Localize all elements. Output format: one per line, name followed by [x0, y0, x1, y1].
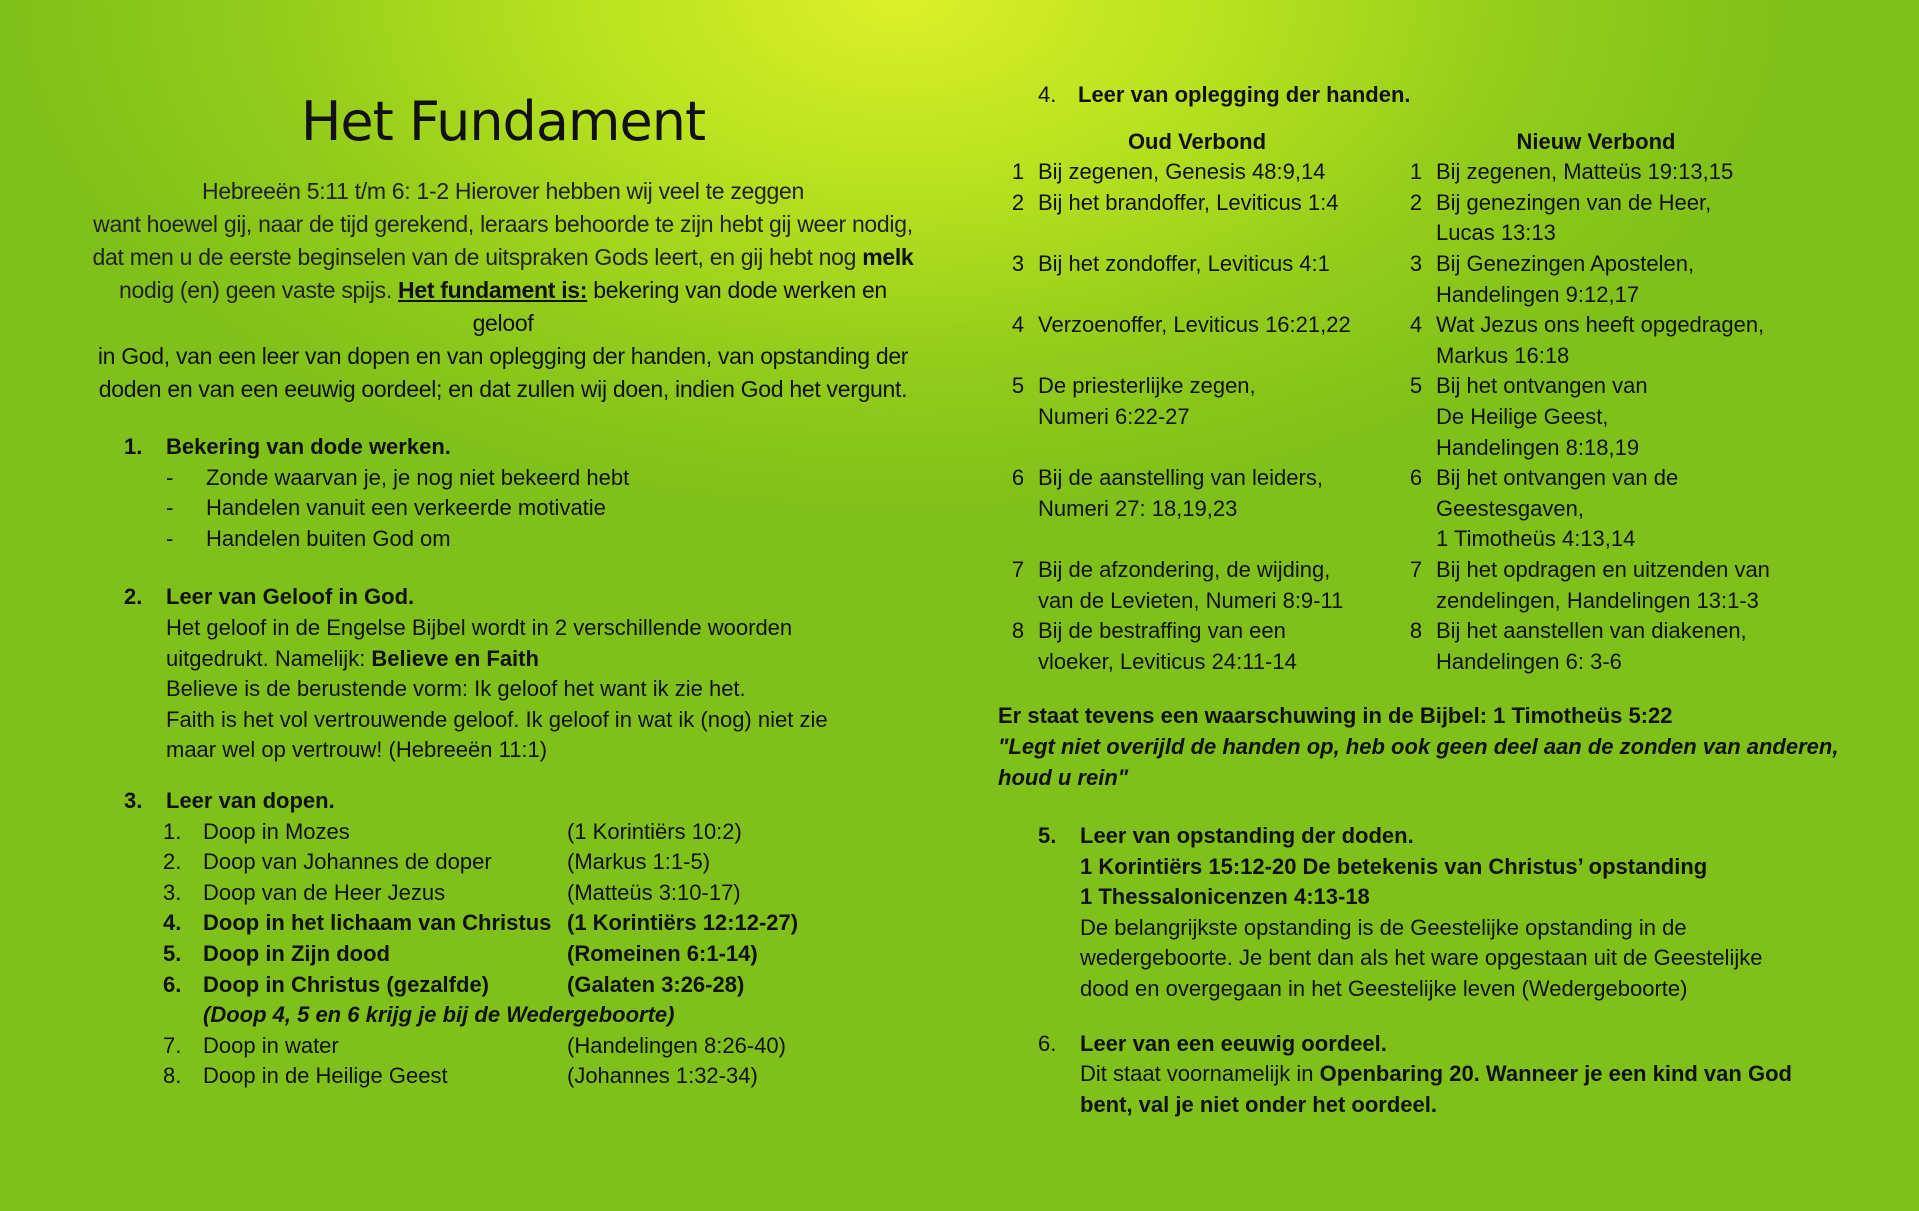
row-text — [1038, 555, 1396, 616]
row-text — [1436, 616, 1794, 677]
believe-faith-label: Believe en Faith — [371, 645, 539, 671]
section-number: 6. — [1038, 1030, 1057, 1056]
oud-verbond-header: Oud Verbond — [1127, 128, 1267, 154]
section-body — [998, 1059, 1878, 1120]
row-text — [1038, 371, 1396, 463]
row-text-line: De priesterlijke zegen, — [1038, 373, 1256, 399]
verbond-row — [998, 157, 1878, 188]
intro-line: in God, van een leer van dopen en van oplegging der handen, van opstanding der — [97, 343, 909, 369]
section-heading — [1038, 1029, 1878, 1060]
list-item — [163, 878, 918, 909]
text-line: 1 Korintiërs 15:12-20 De betekenis van Christus’ opstanding — [1080, 853, 1708, 879]
list-item — [163, 908, 918, 939]
section-bekering — [88, 432, 918, 554]
intro-line — [88, 241, 918, 274]
oud-verbond-cell — [998, 310, 1396, 371]
row-text — [1436, 555, 1794, 616]
oud-verbond-cell — [998, 555, 1396, 616]
row-number: 7 — [1409, 556, 1423, 582]
item-number: 8. — [163, 1063, 182, 1089]
left-column — [88, 80, 918, 1092]
item-text: Doop in Mozes — [203, 818, 350, 844]
intro-line: doden en van een eeuwig oordeel; en dat zullen wij doen, indien God het vergunt. — [98, 376, 908, 402]
list-item — [163, 939, 918, 970]
row-number: 4 — [1409, 312, 1423, 338]
row-text-line: vloeker, Leviticus 24:11-14 — [1038, 648, 1297, 674]
section-oordeel — [998, 1029, 1878, 1121]
row-text-line: Bij de afzondering, de wijding, — [1038, 556, 1331, 582]
row-text-line: Geestesgaven, — [1436, 495, 1584, 521]
oud-verbond-cell — [998, 371, 1396, 463]
nieuw-verbond-cell — [1396, 463, 1794, 555]
item-text: Doop van de Heer Jezus — [203, 879, 446, 905]
list-item — [163, 847, 918, 878]
row-text-line: Handelingen 6: 3-6 — [1436, 648, 1622, 674]
verbond-headers — [998, 127, 1878, 158]
row-text-line: Lucas 13:13 — [1436, 220, 1556, 246]
item-number: 7. — [163, 1032, 182, 1058]
row-text-line: Handelingen 9:12,17 — [1436, 281, 1640, 307]
oud-verbond-cell — [998, 188, 1396, 249]
item-reference: (1 Korintiërs 10:2) — [567, 818, 742, 844]
item-text: Doop van Johannes de doper — [203, 849, 492, 875]
text-line: dood en overgegaan in het Geestelijke leven (Wedergeboorte) — [1080, 976, 1688, 1002]
row-text-line: Bij het aanstellen van diakenen, — [1436, 618, 1747, 644]
item-text: Doop in het lichaam van Christus — [203, 910, 552, 936]
item-text: Doop in Zijn dood — [203, 940, 390, 966]
item-number: 1. — [163, 818, 182, 844]
text-span: uitgedrukt. Namelijk: — [166, 645, 372, 671]
row-text-line: Bij het ontvangen van de — [1436, 465, 1679, 491]
dash-bullet: - — [166, 525, 174, 551]
text-line: 1 Thessalonicenzen 4:13-18 — [1080, 884, 1370, 910]
row-text — [1436, 249, 1794, 310]
list-item-text: Zonde waarvan je, je nog niet bekeerd hebt — [206, 464, 630, 490]
row-number: 5 — [1011, 373, 1025, 399]
intro-text: nodig (en) geen vaste spijs. — [119, 277, 399, 303]
row-text-line: Bij het opdragen en uitzenden van — [1436, 556, 1770, 582]
row-text-line: Markus 16:18 — [1436, 342, 1570, 368]
row-text — [1038, 188, 1396, 249]
intro-text: bekering van dode werken en geloof — [472, 277, 887, 336]
row-text-line: Bij de aanstelling van leiders, — [1038, 465, 1323, 491]
section-heading — [88, 432, 918, 463]
list-item — [163, 1061, 918, 1092]
item-number: 6. — [163, 971, 182, 997]
melk-word: melk — [862, 244, 914, 270]
section-number: 2. — [124, 584, 143, 610]
row-number: 5 — [1409, 373, 1423, 399]
text-line: Faith is het vol vertrouwende geloof. Ik geloof in wat ik (nog) niet zie — [166, 706, 828, 732]
list-item — [163, 817, 918, 848]
row-text — [1038, 463, 1396, 555]
text-line: wedergeboorte. Je bent dan als het ware opgestaan uit de Geestelijke — [1080, 945, 1763, 971]
section-heading — [88, 786, 918, 817]
oud-verbond-cell — [998, 157, 1396, 188]
text-line — [166, 644, 918, 675]
row-text-line: 1 Timotheüs 4:13,14 — [1436, 526, 1636, 552]
verbond-row — [998, 555, 1878, 616]
warning-line: Er staat tevens een waarschuwing in de Bijbel: 1 Timotheüs 5:22 — [998, 703, 1673, 729]
row-text-line: Bij de bestraffing van een — [1038, 618, 1286, 644]
right-column — [998, 80, 1878, 1120]
section-title: Leer van oplegging der handen. — [1078, 82, 1411, 107]
row-text-line: van de Levieten, Numeri 8:9-11 — [1038, 587, 1344, 613]
row-text — [1436, 463, 1794, 555]
row-text — [1038, 310, 1396, 371]
row-text — [1436, 371, 1794, 463]
section-number: 1. — [124, 434, 143, 459]
row-text-line: zendelingen, Handelingen 13:1-3 — [1436, 587, 1759, 613]
list-item — [166, 463, 918, 494]
item-text: Doop in Christus (gezalfde) — [203, 971, 489, 997]
text-line — [1080, 1059, 1878, 1090]
item-reference: (1 Korintiërs 12:12-27) — [567, 910, 799, 936]
intro-paragraph — [88, 175, 918, 406]
row-number: 1 — [1409, 159, 1423, 185]
verbond-row — [998, 249, 1878, 310]
row-text-line: Bij Genezingen Apostelen, — [1436, 250, 1695, 276]
item-number: 3. — [163, 879, 182, 905]
row-number: 8 — [1011, 618, 1025, 644]
section-heading — [88, 582, 918, 613]
row-number: 6 — [1011, 465, 1025, 491]
nieuw-verbond-cell — [1396, 157, 1794, 188]
section-title: Leer van dopen. — [166, 787, 335, 813]
row-number: 1 — [1011, 159, 1025, 185]
list-item-text: Handelen vanuit een verkeerde motivatie — [206, 495, 606, 521]
item-reference: (Handelingen 8:26-40) — [567, 1032, 786, 1058]
dash-list — [88, 463, 918, 555]
nieuw-verbond-header: Nieuw Verbond — [1516, 128, 1676, 154]
section-title: Bekering van dode werken. — [166, 434, 451, 459]
nieuw-verbond-cell — [1396, 249, 1794, 310]
row-text-line: Bij het zondoffer, Leviticus 4:1 — [1038, 250, 1330, 276]
nieuw-verbond-cell — [1396, 371, 1794, 463]
fundament-label: Het fundament is: — [398, 277, 588, 303]
section-opstanding — [998, 821, 1878, 1005]
text-span-bold: Openbaring 20. Wanneer je een kind van God — [1319, 1061, 1792, 1087]
row-text-line: Bij het brandoffer, Leviticus 1:4 — [1038, 189, 1339, 215]
nieuw-verbond-cell — [1396, 310, 1794, 371]
section-body — [998, 852, 1878, 1005]
verbond-row — [998, 616, 1878, 677]
section-number: 3. — [124, 787, 143, 813]
intro-text: dat men u de eerste beginselen van de uitspraken Gods leert, en gij hebt nog — [92, 244, 863, 270]
nieuw-verbond-cell — [1396, 188, 1794, 249]
section-heading — [1038, 80, 1878, 111]
item-text: Doop in water — [203, 1032, 339, 1058]
row-number: 3 — [1409, 250, 1423, 276]
row-text-line: Numeri 27: 18,19,23 — [1038, 495, 1238, 521]
row-number: 3 — [1011, 250, 1025, 276]
row-text — [1038, 157, 1396, 188]
section-title: Leer van Geloof in God. — [166, 584, 415, 610]
section-number: 5. — [1038, 823, 1057, 849]
row-text-line: Handelingen 8:18,19 — [1436, 434, 1640, 460]
oud-verbond-cell — [998, 463, 1396, 555]
text-line: Believe is de berustende vorm: Ik geloof het want ik zie het. — [166, 676, 746, 702]
list-item — [163, 970, 918, 1001]
row-text — [1038, 249, 1396, 310]
row-number: 6 — [1409, 465, 1423, 491]
list-item — [166, 524, 918, 555]
intro-line: want hoewel gij, naar de tijd gerekend, leraars behoorde te zijn hebt gij weer nodig, — [93, 211, 913, 237]
text-line: maar wel op vertrouw! (Hebreeën 11:1) — [166, 737, 548, 763]
row-text — [1436, 188, 1794, 249]
text-span: Dit staat voornamelijk in — [1080, 1061, 1320, 1087]
row-text-line: Verzoenoffer, Leviticus 16:21,22 — [1038, 312, 1351, 338]
item-number: 2. — [163, 849, 182, 875]
item-reference: (Galaten 3:26-28) — [567, 971, 745, 997]
section-geloof — [88, 582, 918, 766]
row-text-line: Bij het ontvangen van — [1436, 373, 1648, 399]
row-text-line: De Heilige Geest, — [1436, 403, 1609, 429]
section-heading — [1038, 821, 1878, 852]
verbond-row — [998, 188, 1878, 249]
intro-line — [88, 274, 918, 340]
warning-quote: "Legt niet overijld de handen op, heb ook geen deel aan de zonden van anderen, — [998, 733, 1839, 759]
verbond-table — [998, 157, 1878, 677]
intro-line: Hebreeën 5:11 t/m 6: 1-2 Hierover hebben wij veel te zeggen — [202, 178, 804, 204]
section-dopen — [88, 786, 918, 1092]
warning-block — [998, 701, 1878, 793]
section-body — [88, 613, 918, 766]
page-title: Het Fundament — [300, 90, 706, 153]
oud-verbond-cell — [998, 249, 1396, 310]
dash-bullet: - — [166, 495, 174, 521]
item-text: Doop in de Heilige Geest — [203, 1063, 448, 1089]
nieuw-verbond-cell — [1396, 616, 1794, 677]
row-number: 2 — [1011, 189, 1025, 215]
section-number: 4. — [1038, 82, 1057, 107]
dopen-list — [88, 817, 918, 1092]
row-number: 2 — [1409, 189, 1423, 215]
row-number: 8 — [1409, 618, 1423, 644]
verbond-row — [998, 463, 1878, 555]
text-line: bent, val je niet onder het oordeel. — [1080, 1091, 1437, 1117]
item-reference: (Romeinen 6:1-14) — [567, 940, 758, 966]
item-reference: (Markus 1:1-5) — [567, 849, 711, 875]
nieuw-verbond-cell — [1396, 555, 1794, 616]
row-text-line: Bij zegenen, Genesis 48:9,14 — [1038, 159, 1326, 185]
row-number: 7 — [1011, 556, 1025, 582]
item-number: 5. — [163, 940, 182, 966]
list-item — [163, 1031, 918, 1062]
dopen-note: (Doop 4, 5 en 6 krijg je bij de Wedergeboorte) — [203, 1002, 675, 1028]
row-text-line: Bij genezingen van de Heer, — [1436, 189, 1712, 215]
verbond-row — [998, 371, 1878, 463]
oud-verbond-cell — [998, 616, 1396, 677]
dash-bullet: - — [166, 464, 174, 490]
row-text-line: Wat Jezus ons heeft opgedragen, — [1436, 312, 1765, 338]
list-item — [166, 493, 918, 524]
verbond-row — [998, 310, 1878, 371]
section-title: Leer van opstanding der doden. — [1080, 823, 1414, 849]
row-text — [1038, 616, 1396, 677]
item-number: 4. — [163, 910, 182, 936]
list-item-text: Handelen buiten God om — [206, 525, 451, 551]
row-text-line: Bij zegenen, Matteüs 19:13,15 — [1436, 159, 1734, 185]
warning-quote: houd u rein" — [998, 764, 1129, 790]
text-line: Het geloof in de Engelse Bijbel wordt in 2 verschillende woorden — [166, 614, 793, 640]
row-text — [1436, 157, 1794, 188]
row-text-line: Numeri 6:22-27 — [1038, 403, 1190, 429]
row-text — [1436, 310, 1794, 371]
item-reference: (Johannes 1:32-34) — [567, 1063, 758, 1089]
section-title: Leer van een eeuwig oordeel. — [1080, 1030, 1387, 1056]
item-reference: (Matteüs 3:10-17) — [567, 879, 741, 905]
row-number: 4 — [1011, 312, 1025, 338]
text-line: De belangrijkste opstanding is de Geestelijke opstanding in de — [1080, 914, 1687, 940]
